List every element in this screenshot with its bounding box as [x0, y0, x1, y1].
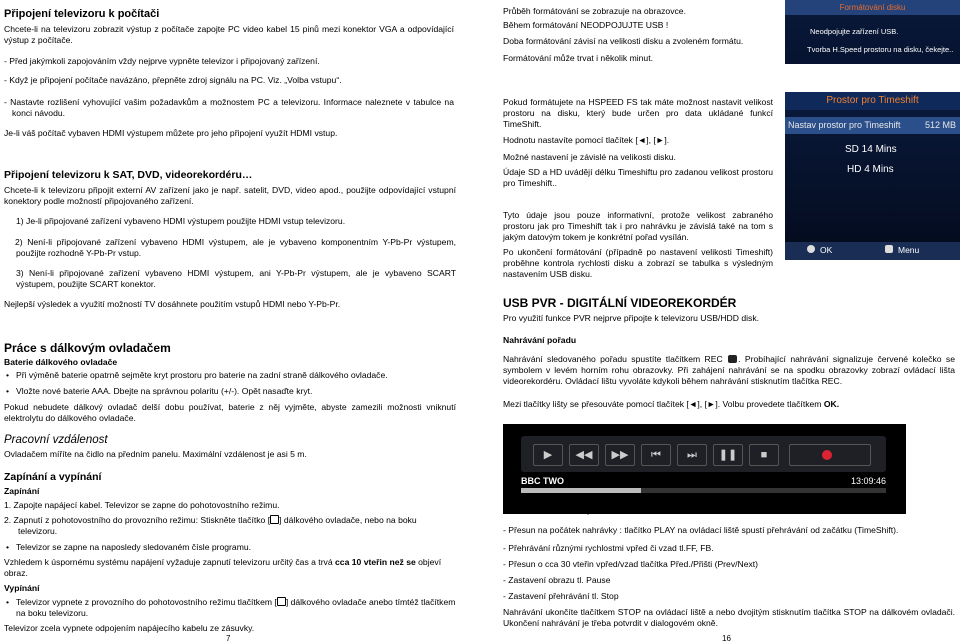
- pc-step-1: - Před jakýmkoli zapojováním vždy nejprve vypněte televizor i připojovaný zařízení.: [4, 56, 320, 66]
- recording-progress-track: [521, 488, 886, 493]
- hspeed-buttons: [503, 135, 773, 146]
- hspeed-result-note: Po ukončení formátování (případně po nastavení velikosti Timeshift) proběhne kontrola rychlosti disku a zobrazí se tabulka s výsledným nastavením USB disku.: [503, 247, 773, 279]
- power-off-b: ] dálkového ovladače anebo tímtéž tlačítkem na boku televizoru.: [16, 597, 456, 618]
- format-screen-title: Formátování disku: [785, 0, 960, 15]
- rec-button-icon: [728, 355, 737, 363]
- delay-note-a: Vzhledem k úspornému systému napájení vyžaduje zapnutí televizoru určitý čas a trvá: [4, 557, 336, 567]
- remote-battery-item-1-text: Při výměně baterie opatrně sejměte kryt prostoru pro baterie na zadní straně dálkového ovladače.: [16, 370, 388, 380]
- sat-best-note: Nejlepší výsledek a využití možností TV dosáhnete použitím vstupů HDMI nebo Y-Pb-Pr.: [4, 299, 341, 309]
- hspeed-sd-hd-note: Údaje SD a HD uvádějí délku Timeshiftu pro zadanou velikost prostoru pro Timeshift..: [503, 167, 773, 188]
- hspeed-buttons-mid: ], [: [646, 135, 656, 145]
- pvr-recording-text: [503, 354, 955, 387]
- left-arrow-icon: ◄: [688, 399, 698, 409]
- rec-dot-icon: [822, 450, 832, 460]
- right-arrow-icon: ►: [655, 135, 665, 145]
- forward-button[interactable]: ▶▶: [605, 444, 635, 466]
- remote-battery-subtitle: Baterie dálkového ovladače: [4, 357, 118, 367]
- pvr-section-title: USB PVR - DIGITÁLNÍ VIDEOREKORDÉR: [503, 296, 737, 310]
- hspeed-buttons-a: Hodnotu nastavíte pomocí tlačítek [: [503, 135, 638, 145]
- pvr-navigation-text: [503, 399, 955, 410]
- pc-step-2: - Když je připojení počítače navázáno, přepněte zdroj signálu na PC. Viz. „Volba vstupu“.: [4, 75, 342, 85]
- timeshift-sd-value: SD 14 Mins: [845, 144, 897, 155]
- control-bar-item-4: - Zastavení obrazu tl. Pause: [503, 575, 611, 585]
- pvr-recording-text-b: . Probíhající nahrávání signalizuje červené kolečko se symbolem v levém horním rohu obrazovky. Při zahájení nahrávání se na spodku obrazovky zobrazí ovládací lišta videorekordéru. Ovládací lištu vyvoláte kdykoli během nahrávání stisknutím tlačítka REC.: [503, 354, 956, 386]
- pvr-recording-subtitle: Nahrávání pořadu: [503, 335, 577, 345]
- rewind-button[interactable]: ◀◀: [569, 444, 599, 466]
- remote-battery-item-1: • Při výměně baterie opatrně sejměte kryt prostoru pro baterie na zadní straně dálkového ovladače.: [6, 370, 388, 380]
- pvr-navigation-mid: ], [: [697, 399, 707, 409]
- timeshift-setting-row[interactable]: [785, 117, 960, 134]
- format-duration-note: Doba formátování závisí na velikosti disku a zvoleném formátu.: [503, 36, 744, 46]
- timeshift-screen: [785, 92, 960, 260]
- pvr-navigation-b: ]. Volbu provedete tlačítkem: [715, 399, 824, 409]
- power-on-step-1: 1. Zapojte napájecí kabel. Televizor se zapne do pohotovostního režimu.: [4, 500, 280, 510]
- recording-time: 13:09:46: [850, 476, 886, 486]
- page-number-right: 16: [722, 634, 731, 643]
- delay-note-b: cca 10 vteřin než se: [335, 557, 416, 567]
- pvr-intro: Pro využití funkce PVR nejprve připojte k televizoru USB/HDD disk.: [503, 313, 759, 323]
- pc-intro: Chcete-li na televizoru zobrazit výstup z počítače zapojte PC video kabel 15 pinů mezi konektor VGA a odpovídající výstup z počítače.: [4, 24, 454, 45]
- timeshift-footer: [785, 242, 960, 260]
- format-screen-line-2: Tvorba H.Speed prostoru na disku, čekejte..: [807, 45, 954, 54]
- hspeed-buttons-b: ].: [664, 135, 670, 145]
- timeshift-setting-label: Nastav prostor pro Timeshift: [788, 120, 901, 130]
- power-off-a: Televizor vypnete z provozního do pohotovostního režimu tlačítkem [: [16, 597, 277, 607]
- prev-button[interactable]: ⏮: [641, 444, 671, 466]
- power-icon: [270, 515, 279, 524]
- format-screen-line-1: Neodpojujte zařízení USB.: [810, 27, 899, 36]
- sat-option-3: 3) Není-li připojované zařízení vybaveno HDMI výstupem, ani Y-Pb-Pr výstupem, ale je vybaveno SCART výstupem, použijte SCART konektor.: [16, 268, 456, 289]
- left-arrow-icon: ◄: [637, 135, 647, 145]
- power-off-bullet: • Televizor vypnete z provozního do pohotovostního režimu tlačítkem [ ] dálkového ovladače anebo tímtéž tlačítkem na boku televizoru.: [6, 597, 456, 618]
- stop-button[interactable]: ■: [749, 444, 779, 466]
- control-bar-item-1: - Přesun na počátek nahrávky : tlačítko PLAY na ovládací liště spustí přehrávání od začátku (TimeShift).: [503, 525, 899, 535]
- format-time-note: Formátování může trvat i několik minut.: [503, 53, 653, 63]
- power-off-subtitle: Vypínání: [4, 583, 40, 593]
- remote-battery-note: Pokud nebudete dálkový ovladač delší dobu používat, baterie z něj vyjměte, abyste zamezili možnosti vniknutí elektrolytu do dálkového ovladače.: [4, 402, 456, 423]
- delay-note-c: objeví obraz.: [4, 557, 442, 578]
- sat-section-title: Připojení televizoru k SAT, DVD, videorekordéru…: [4, 169, 253, 181]
- timeshift-screen-title: Prostor pro Timeshift: [785, 92, 960, 110]
- sat-option-2: 2) Není-li připojované zařízení vybaveno HDMI výstupem, ale je vybaveno komponentním Y-Pb-Pr výstupem, použijte rozhodně Y-Pb-Pr vstup.: [15, 237, 456, 258]
- power-on-step-2-a: 2. Zapnutí z pohotovostního do provozního režimu: Stiskněte tlačítko [: [4, 515, 271, 525]
- ok-icon: [807, 245, 815, 253]
- next-button[interactable]: ⏭: [677, 444, 707, 466]
- remote-section-title: Práce s dálkovým ovladačem: [4, 341, 171, 355]
- play-button[interactable]: ▶: [533, 444, 563, 466]
- pc-step-3: - Nastavte rozlišení vyhovující vašim požadavkům a možnostem PC a televizoru. Informace naleznete v tabulce na konci návodu.: [4, 97, 454, 118]
- remote-battery-item-2: • Vložte nové baterie AAA. Dbejte na správnou polaritu (+/-). Opět nasaďte kryt.: [6, 386, 313, 396]
- power-on-step-2-b: ] dálkového ovladače, nebo na boku televizoru.: [18, 515, 417, 536]
- menu-icon: [885, 245, 893, 253]
- remote-battery-item-2-text: Vložte nové baterie AAA. Dbejte na správnou polaritu (+/-). Opět nasaďte kryt.: [16, 386, 313, 396]
- channel-name: BBC TWO: [521, 476, 564, 486]
- timeshift-setting-value: 512 MB: [924, 120, 956, 130]
- control-bar-item-2: - Přehrávání různými rychlostmi vpřed či vzad tl.FF, FB.: [503, 543, 714, 553]
- pvr-control-bar-screen: [503, 424, 906, 514]
- ok-label[interactable]: OK: [820, 245, 833, 255]
- hspeed-size-note: Možné nastavení je závislé na velikosti disku.: [503, 152, 676, 162]
- sat-option-1: 1) Je-li připojované zařízení vybaveno HDMI výstupem použijte HDMI vstup televizoru.: [16, 216, 346, 226]
- hspeed-info-note: Tyto údaje jsou pouze informativní, protože velikost zabraného prostoru jak pro Timeshift tak i pro nahrávku je závislá také na tom s jakým datovým tokem je konkrétní pořad vysílán.: [503, 210, 773, 242]
- pc-section-title: Připojení televizoru k počítači: [4, 8, 160, 20]
- distance-section-title: Pracovní vzdálenost: [4, 434, 108, 446]
- power-off-full: Televizor zcela vypnete odpojením napájecího kabelu ze zásuvky.: [4, 623, 255, 633]
- power-on-bullet: • Televizor se zapne na naposledy sledovaném čísle programu.: [6, 542, 252, 552]
- power-section-title: Zapínání a vypínání: [4, 471, 102, 483]
- rec-indicator: [789, 444, 871, 466]
- hspeed-note: Pokud formátujete na HSPEED FS tak máte možnost nastavit velikost prostoru na disku, který bude určen pro data ukládané funkcí TimeShift.: [503, 97, 773, 129]
- recording-progress-fill: [521, 488, 641, 493]
- menu-label[interactable]: Menu: [898, 245, 920, 255]
- power-icon: [277, 597, 286, 606]
- page-number-left: 7: [226, 634, 231, 643]
- power-on-bullet-text: Televizor se zapne na naposledy sledovaném čísle programu.: [16, 542, 252, 552]
- pvr-recording-text-a: Nahrávání sledovaného pořadu spustíte tlačítkem REC: [503, 354, 723, 364]
- format-progress-note: Průběh formátování se zobrazuje na obrazovce.: [503, 6, 686, 16]
- pvr-navigation-a: Mezi tlačítky lišty se přesouváte pomocí tlačítek [: [503, 399, 689, 409]
- control-bar-item-3: - Přesun o cca 30 vteřin vpřed/vzad tlačítka Před./Přišti (Prev/Next): [503, 559, 759, 569]
- pvr-navigation-ok: OK.: [823, 399, 840, 409]
- control-bar-item-5: - Zastavení přehrávání tl. Stop: [503, 591, 619, 601]
- power-on-step-2: [4, 515, 456, 537]
- pvr-control-bar: [521, 436, 886, 472]
- format-screen: [785, 0, 960, 64]
- pause-button[interactable]: ❚❚: [713, 444, 743, 466]
- right-arrow-icon: ►: [706, 399, 716, 409]
- distance-text: Ovladačem míříte na čidlo na předním panelu. Maximální vzdálenost je asi 5 m.: [4, 449, 307, 459]
- sat-intro: Chcete-li k televizoru připojit externí AV zařízení jako je např. satelit, DVD, video apod., použijte odpovídající vstupní konektory podle možností připojovaného zařízení.: [4, 185, 456, 206]
- power-on-subtitle: Zapínání: [4, 486, 40, 496]
- control-bar-intro: Ovládací lišta umožňuje během nahrávání :: [503, 505, 669, 515]
- pc-hdmi-note: Je-li váš počítač vybaven HDMI výstupem můžete pro jeho připojení využít HDMI vstup.: [4, 128, 338, 138]
- control-bar-stop-note: Nahrávání ukončíte tlačítkem STOP na ovládací liště a nebo dvojitým stisknutím tlačítka STOP na dálkovém ovladači. Ukončení nahrávání je třeba potvrdit v dialogovém okně.: [503, 607, 955, 628]
- timeshift-hd-value: HD 4 Mins: [847, 164, 894, 175]
- format-warning: Během formátování NEODPOJUJTE USB !: [503, 20, 669, 30]
- power-on-delay-note: [4, 557, 456, 579]
